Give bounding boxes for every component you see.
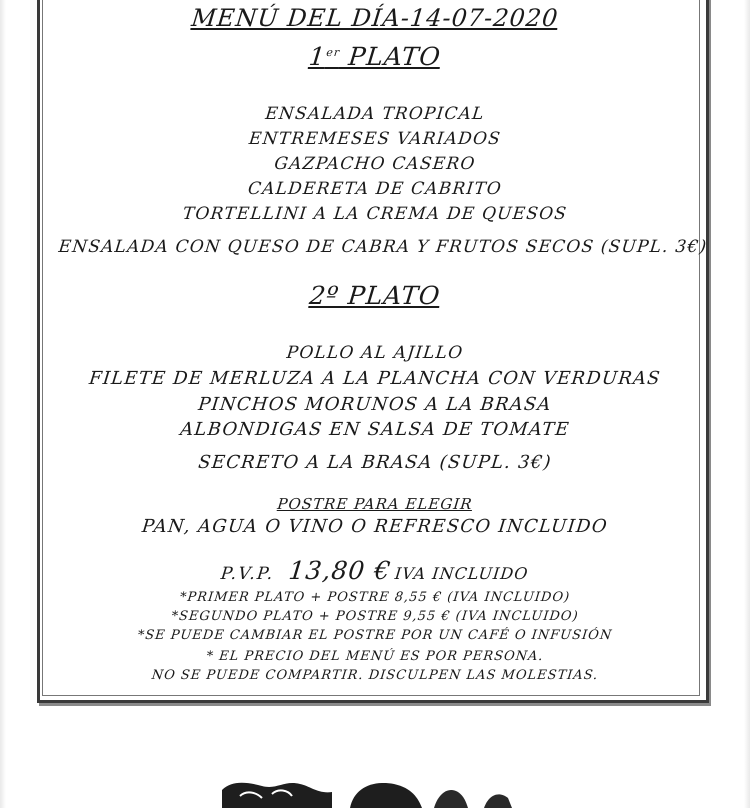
first-course-item: ENTREMESES VARIADOS [247,129,503,149]
dessert-line: POSTRE PARA ELEGIR [276,495,474,513]
menu-title: MENÚ DEL DÍA-14-07-2020 [190,4,560,32]
second-course-heading: 2º PLATO [308,281,442,310]
second-course-item: PINCHOS MORUNOS A LA BRASA [197,394,553,415]
first-course-number: 1 [307,42,328,71]
first-course-item: TORTELLINI A LA CREMA DE QUESOS [181,204,569,224]
second-course-item: ALBONDIGAS EN SALSA DE TOMATE [179,419,571,440]
price-amount: 13,80 € [287,556,393,585]
first-course-item: ENSALADA TROPICAL [264,104,486,124]
second-course-item: FILETE DE MERLUZA A LA PLANCHA CON VERDURAS [88,368,662,389]
first-course-item: ENSALADA CON QUESO DE CABRA Y FRUTOS SECOS (SUPL. 3€) [57,237,709,257]
menu-note: *SEGUNDO PLATO + POSTRE 9,55 € (IVA INCLUIDO) [170,609,580,624]
menu-note: *SE PUEDE CAMBIAR EL POSTRE POR UN CAFÉ O INFUSIÓN [136,628,614,643]
second-course-item: POLLO AL AJILLO [285,343,465,363]
included-line: PAN, AGUA O VINO O REFRESCO INCLUIDO [140,516,610,537]
menu-note: NO SE PUEDE COMPARTIR. DISCULPEN LAS MOLESTIAS. [150,668,600,683]
first-course-heading [0,42,750,71]
price-row [0,556,750,585]
first-course-label: PLATO [338,42,443,71]
menu-note: * EL PRECIO DEL MENÚ ES POR PERSONA. [205,649,545,664]
menu-note: *PRIMER PLATO + POSTRE 8,55 € (IVA INCLUIDO) [179,590,571,605]
first-course-item: GAZPACHO CASERO [273,154,477,174]
price-tax-note: IVA INCLUIDO [393,564,530,583]
price-label: P.V.P. [219,564,276,584]
decorative-illustration [222,776,522,808]
first-course-ordinal: er [325,46,341,59]
second-course-item: SECRETO A LA BRASA (SUPL. 3€) [197,452,553,473]
first-course-item: CALDERETA DE CABRITO [246,179,504,199]
